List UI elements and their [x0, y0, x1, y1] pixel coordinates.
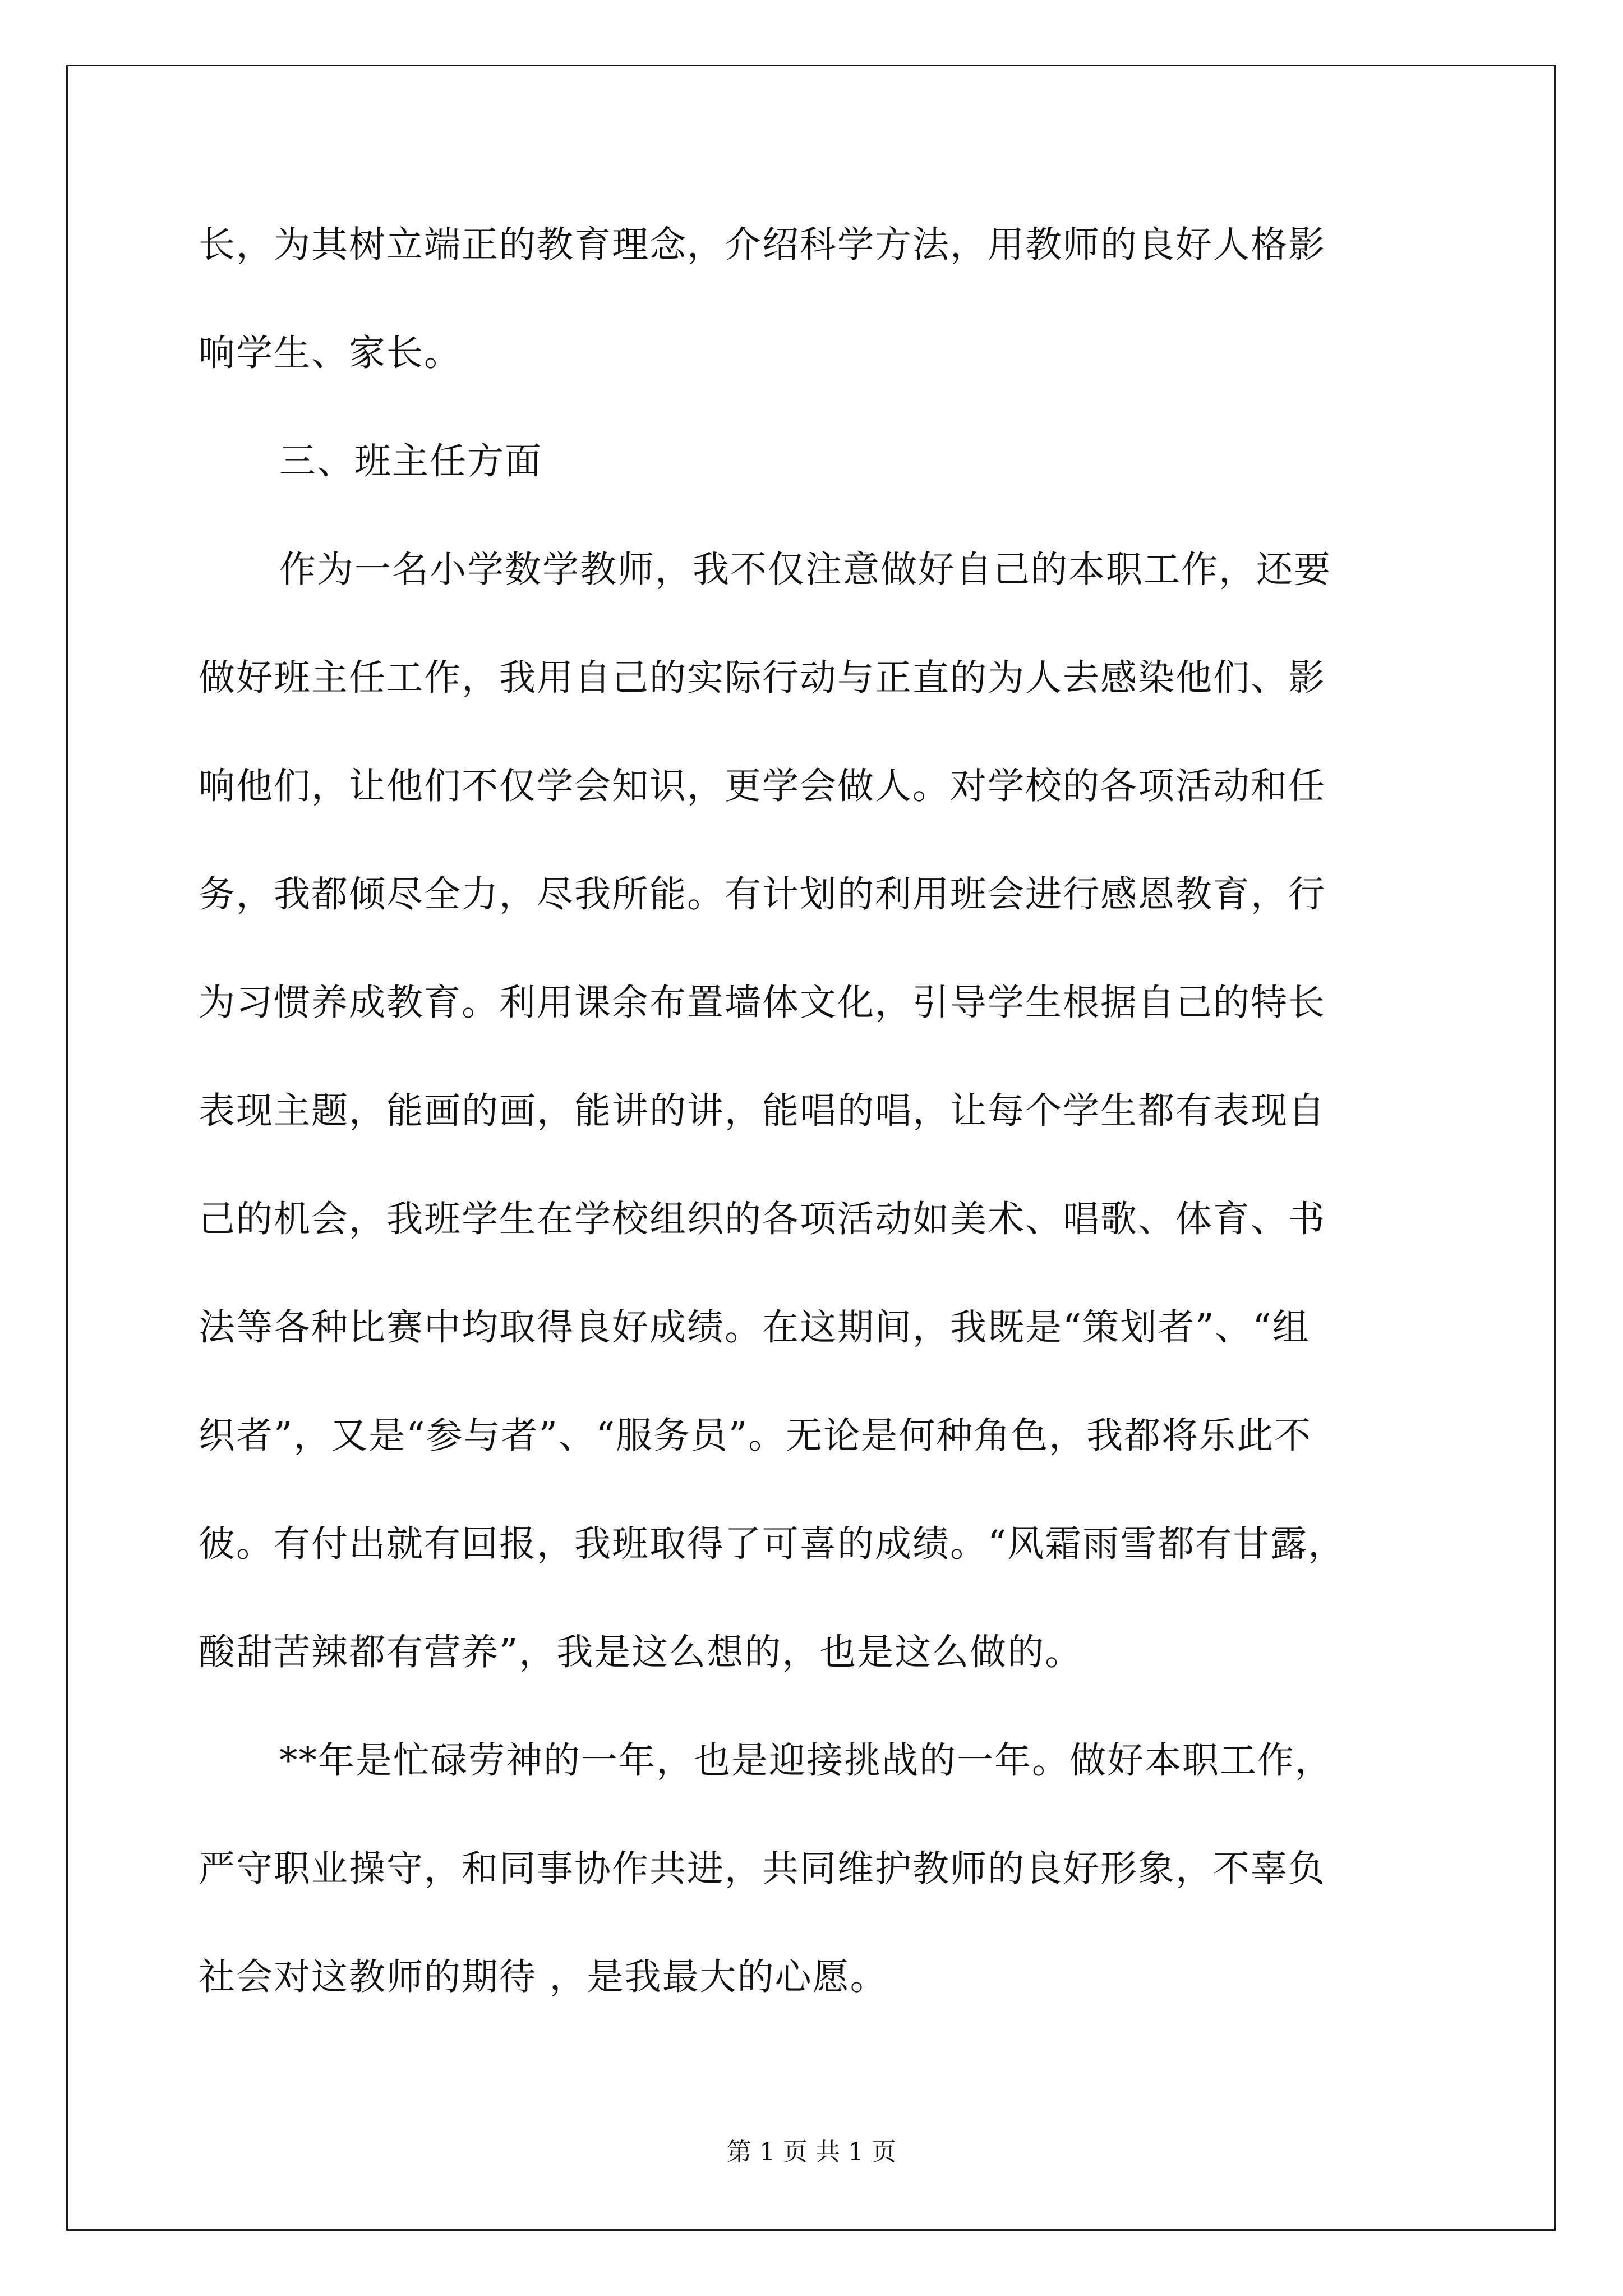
text-line: 响他们，让他们不仅学会知识，更学会做人。对学校的各项活动和任: [199, 765, 1326, 807]
text-line: 社会对这教师的期待 ，是我最大的心愿。: [199, 1956, 888, 1998]
text-line: 为习惯养成教育。利用课余布置墙体文化，引导学生根据自己的特长: [199, 982, 1326, 1024]
text-line: 己的机会，我班学生在学校组织的各项活动如美术、唱歌、体育、书: [199, 1198, 1326, 1240]
page-footer: 第 1 页 共 1 页: [727, 2138, 896, 2166]
section-heading: 三、班主任方面: [279, 440, 543, 482]
page-border: [66, 65, 1556, 2231]
text-line: 法等各种比赛中均取得良好成绩。在这期间，我既是“策划者”、“组: [199, 1306, 1310, 1349]
text-line: 严守职业操守，和同事协作共进，共同维护教师的良好形象，不辜负: [199, 1848, 1326, 1890]
text-line: 彼。有付出就有回报，我班取得了可喜的成绩。“风霜雨雪都有甘露，: [199, 1523, 1346, 1565]
text-line: 织者”，又是“参与者”、“服务员”。无论是何种角色，我都将乐此不: [199, 1415, 1312, 1457]
text-line: 做好班主任工作，我用自己的实际行动与正直的为人去感染他们、影: [199, 657, 1326, 699]
text-line: 长，为其树立端正的教育理念，介绍科学方法，用教师的良好人格影: [199, 224, 1326, 266]
text-line: 务，我都倾尽全力，尽我所能。有计划的利用班会进行感恩教育，行: [199, 873, 1326, 915]
text-line: 表现主题，能画的画，能讲的讲，能唱的唱，让每个学生都有表现自: [199, 1090, 1326, 1132]
text-line: 响学生、家长。: [199, 332, 462, 374]
text-line: 作为一名小学数学教师，我不仅注意做好自己的本职工作，还要: [279, 549, 1332, 591]
text-line: **年是忙碌劳神的一年，也是迎接挑战的一年。做好本职工作，: [279, 1740, 1333, 1782]
text-line: 酸甜苦辣都有营养”，我是这么想的，也是这么做的。: [199, 1631, 1083, 1673]
